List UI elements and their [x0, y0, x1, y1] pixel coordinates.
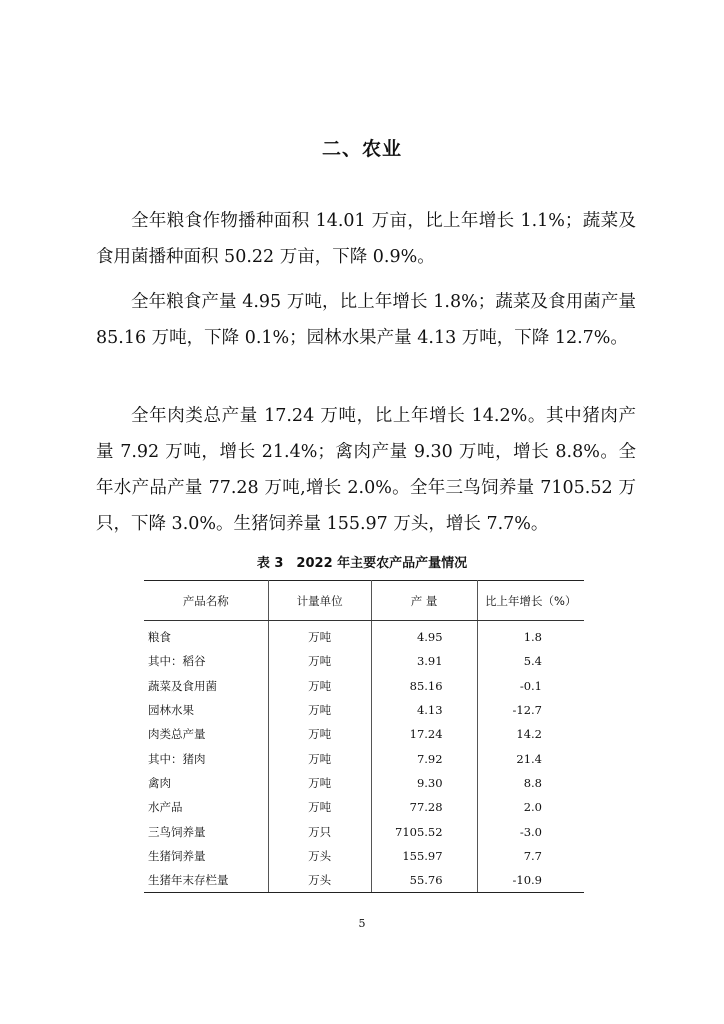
paragraph-output: 全年粮食产量 4.95 万吨，比上年增长 1.8%；蔬菜及食用菌产量 85.16 万吨，下降 0.1%；园林水果产量 4.13 万吨，下降 12.7%。: [96, 292, 636, 348]
cell-amount: 3.91: [371, 649, 477, 673]
cell-amount: 55.76: [371, 868, 477, 893]
header-amount: 产 量: [371, 581, 477, 621]
cell-growth: 1.8: [523, 630, 542, 645]
table-row: [144, 746, 584, 770]
cell-unit: 万头: [268, 844, 371, 868]
cell-growth: 7.7: [523, 848, 542, 863]
cell-name: 肉类总产量: [144, 722, 268, 746]
cell-growth: -10.9: [477, 868, 584, 893]
header-unit: 计量单位: [268, 581, 371, 621]
cell-amount: 77.28: [371, 795, 477, 819]
cell-name: 禽肉: [144, 771, 268, 795]
cell-amount: 17.24: [371, 722, 477, 746]
cell-amount: 7.92: [371, 746, 477, 770]
table-caption: 表 3 2022 年主要农产品产量情况: [256, 556, 468, 571]
cell-amount: 7105.52: [371, 819, 477, 843]
production-table: [144, 580, 584, 893]
cell-name: 其中：猪肉: [144, 746, 268, 770]
cell-name: 园林水果: [144, 698, 268, 722]
cell-growth: 21.4: [516, 751, 542, 766]
table-row: [144, 722, 584, 746]
cell-name: 粮食: [144, 621, 268, 650]
paragraph-grain-area: 全年粮食作物播种面积 14.01 万亩，比上年增长 1.1%；蔬菜及食用菌播种面积 50.22 万亩，下降 0.9%。: [96, 211, 636, 267]
cell-name: 三鸟饲养量: [144, 819, 268, 843]
header-growth: 比上年增长（%）: [477, 581, 584, 621]
cell-unit: 万只: [268, 819, 371, 843]
cell-unit: 万吨: [268, 649, 371, 673]
cell-growth: 8.8: [523, 775, 542, 790]
cell-name: 水产品: [144, 795, 268, 819]
table-row: [144, 819, 584, 843]
cell-amount: 4.95: [371, 621, 477, 650]
paragraph-meat: 全年肉类总产量 17.24 万吨，比上年增长 14.2%。其中猪肉产量 7.92 万吨，增长 21.4%；禽肉产量 9.30 万吨，增长 8.8%。全年水产品产量 77.28 万吨,增长 2.0%。全年三鸟饲养量 7105.52 万只，下降 3.0%。生猪饲养量 155.97 万头，增长 7.7%。: [96, 406, 636, 534]
table-row: [144, 674, 584, 698]
cell-growth: 5.4: [523, 654, 542, 669]
table-row: [144, 771, 584, 795]
cell-unit: 万吨: [268, 722, 371, 746]
table-row: [144, 649, 584, 673]
cell-unit: 万吨: [268, 621, 371, 650]
cell-name: 蔬菜及食用菌: [144, 674, 268, 698]
table-row: [144, 621, 584, 650]
cell-unit: 万头: [268, 868, 371, 893]
table-row: [144, 868, 584, 893]
cell-growth: -0.1: [519, 678, 542, 693]
cell-amount: 155.97: [371, 844, 477, 868]
header-product: 产品名称: [144, 581, 268, 621]
cell-growth: -12.7: [512, 703, 542, 718]
table-row: [144, 795, 584, 819]
cell-amount: 4.13: [371, 698, 477, 722]
cell-growth: -3.0: [519, 824, 542, 839]
cell-amount: 9.30: [371, 771, 477, 795]
table-row: [144, 698, 584, 722]
cell-name: 生猪年末存栏量: [144, 868, 268, 893]
cell-growth: 2.0: [523, 800, 542, 815]
cell-unit: 万吨: [268, 771, 371, 795]
cell-name: 生猪饲养量: [144, 844, 268, 868]
table-header-row: [144, 581, 584, 621]
page-number: 5: [358, 917, 366, 930]
cell-unit: 万吨: [268, 746, 371, 770]
section-title: 二、农业: [321, 138, 402, 160]
cell-growth: 14.2: [516, 727, 542, 742]
cell-amount: 85.16: [371, 674, 477, 698]
cell-unit: 万吨: [268, 795, 371, 819]
cell-name: 其中：稻谷: [144, 649, 268, 673]
cell-unit: 万吨: [268, 698, 371, 722]
table-row: [144, 844, 584, 868]
cell-unit: 万吨: [268, 674, 371, 698]
